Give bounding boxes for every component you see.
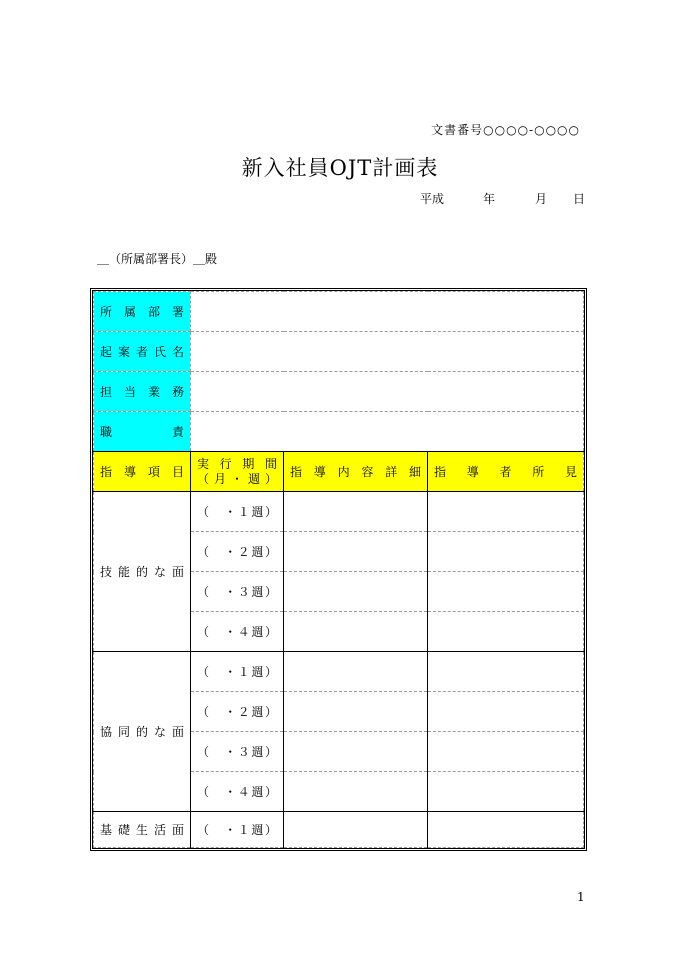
label-duties bbox=[94, 372, 191, 412]
spread-text: （ ・ ３ 週 ） bbox=[197, 745, 277, 759]
period-cell bbox=[191, 772, 284, 812]
section-cooperation bbox=[94, 652, 191, 812]
col-header-opinion bbox=[428, 452, 584, 492]
period-cell bbox=[191, 532, 284, 572]
detail-cell[interactable] bbox=[284, 772, 428, 812]
date-month: 月 bbox=[535, 192, 548, 206]
document-number: 文書番号○○○○-○○○○ bbox=[431, 123, 580, 137]
value-responsibility[interactable] bbox=[191, 412, 584, 452]
spread-text: （ ・ ４ 週 ） bbox=[197, 785, 277, 799]
period-cell bbox=[191, 732, 284, 772]
label-department bbox=[94, 292, 191, 332]
detail-cell[interactable] bbox=[284, 652, 428, 692]
col-header-item bbox=[94, 452, 191, 492]
date-day: 日 bbox=[573, 192, 586, 206]
period-cell bbox=[191, 652, 284, 692]
spread-text: 職 責 bbox=[100, 425, 184, 439]
value-duties[interactable] bbox=[191, 372, 584, 412]
ojt-table bbox=[93, 291, 584, 848]
detail-cell[interactable] bbox=[284, 492, 428, 532]
opinion-cell[interactable] bbox=[428, 652, 584, 692]
spread-text: （ ・ １ 週 ） bbox=[197, 665, 277, 679]
spread-text: 技 能 的 な 面 bbox=[100, 565, 184, 579]
spread-text: （ ・ ３ 週 ） bbox=[197, 585, 277, 599]
detail-cell[interactable] bbox=[284, 692, 428, 732]
spread-text: 基 礎 生 活 面 bbox=[100, 823, 184, 837]
spread-text: （ ・ ２ 週 ） bbox=[197, 545, 277, 559]
date-era: 平成 bbox=[420, 192, 445, 206]
opinion-cell[interactable] bbox=[428, 532, 584, 572]
spread-text: 指 導 者 所 見 bbox=[434, 465, 577, 479]
detail-cell[interactable] bbox=[284, 572, 428, 612]
period-cell bbox=[191, 812, 284, 848]
spread-text: （ ・ １ 週 ） bbox=[197, 823, 277, 837]
col-header-detail bbox=[284, 452, 428, 492]
opinion-cell[interactable] bbox=[428, 492, 584, 532]
section-basic-life bbox=[94, 812, 191, 848]
period-cell bbox=[191, 612, 284, 652]
spread-text: 実 行 期 間 bbox=[197, 456, 277, 471]
detail-cell[interactable] bbox=[284, 812, 428, 848]
opinion-cell[interactable] bbox=[428, 732, 584, 772]
col-header-period bbox=[191, 452, 284, 492]
value-author-name[interactable] bbox=[191, 332, 584, 372]
opinion-cell[interactable] bbox=[428, 572, 584, 612]
spread-text: 所 属 部 署 bbox=[100, 305, 184, 319]
opinion-cell[interactable] bbox=[428, 612, 584, 652]
label-author-name bbox=[94, 332, 191, 372]
spread-text: （ ・ ２ 週 ） bbox=[197, 705, 277, 719]
spread-text: 指 導 項 目 bbox=[100, 465, 184, 479]
period-cell bbox=[191, 692, 284, 732]
addressee: ＿（所属部署長）＿殿 bbox=[97, 252, 218, 266]
detail-cell[interactable] bbox=[284, 732, 428, 772]
spread-text: 起 案 者 氏 名 bbox=[100, 345, 184, 359]
value-department[interactable] bbox=[191, 292, 584, 332]
spread-text: 指 導 内 容 詳 細 bbox=[290, 465, 421, 479]
spread-text: （ 月 ・ 週 ） bbox=[197, 471, 277, 486]
section-skills bbox=[94, 492, 191, 652]
page-title: 新入社員OJT計画表 bbox=[241, 156, 439, 180]
spread-text: 担 当 業 務 bbox=[100, 385, 184, 399]
spread-text: （ ・ １ 週 ） bbox=[197, 505, 277, 519]
page-number: 1 bbox=[577, 890, 585, 904]
period-cell bbox=[191, 572, 284, 612]
period-cell bbox=[191, 492, 284, 532]
detail-cell[interactable] bbox=[284, 532, 428, 572]
opinion-cell[interactable] bbox=[428, 692, 584, 732]
detail-cell[interactable] bbox=[284, 612, 428, 652]
spread-text: （ ・ ４ 週 ） bbox=[197, 625, 277, 639]
date-year: 年 bbox=[483, 192, 496, 206]
label-responsibility bbox=[94, 412, 191, 452]
opinion-cell[interactable] bbox=[428, 812, 584, 848]
ojt-plan-form bbox=[90, 288, 587, 851]
opinion-cell[interactable] bbox=[428, 772, 584, 812]
spread-text: 協 同 的 な 面 bbox=[100, 725, 184, 739]
